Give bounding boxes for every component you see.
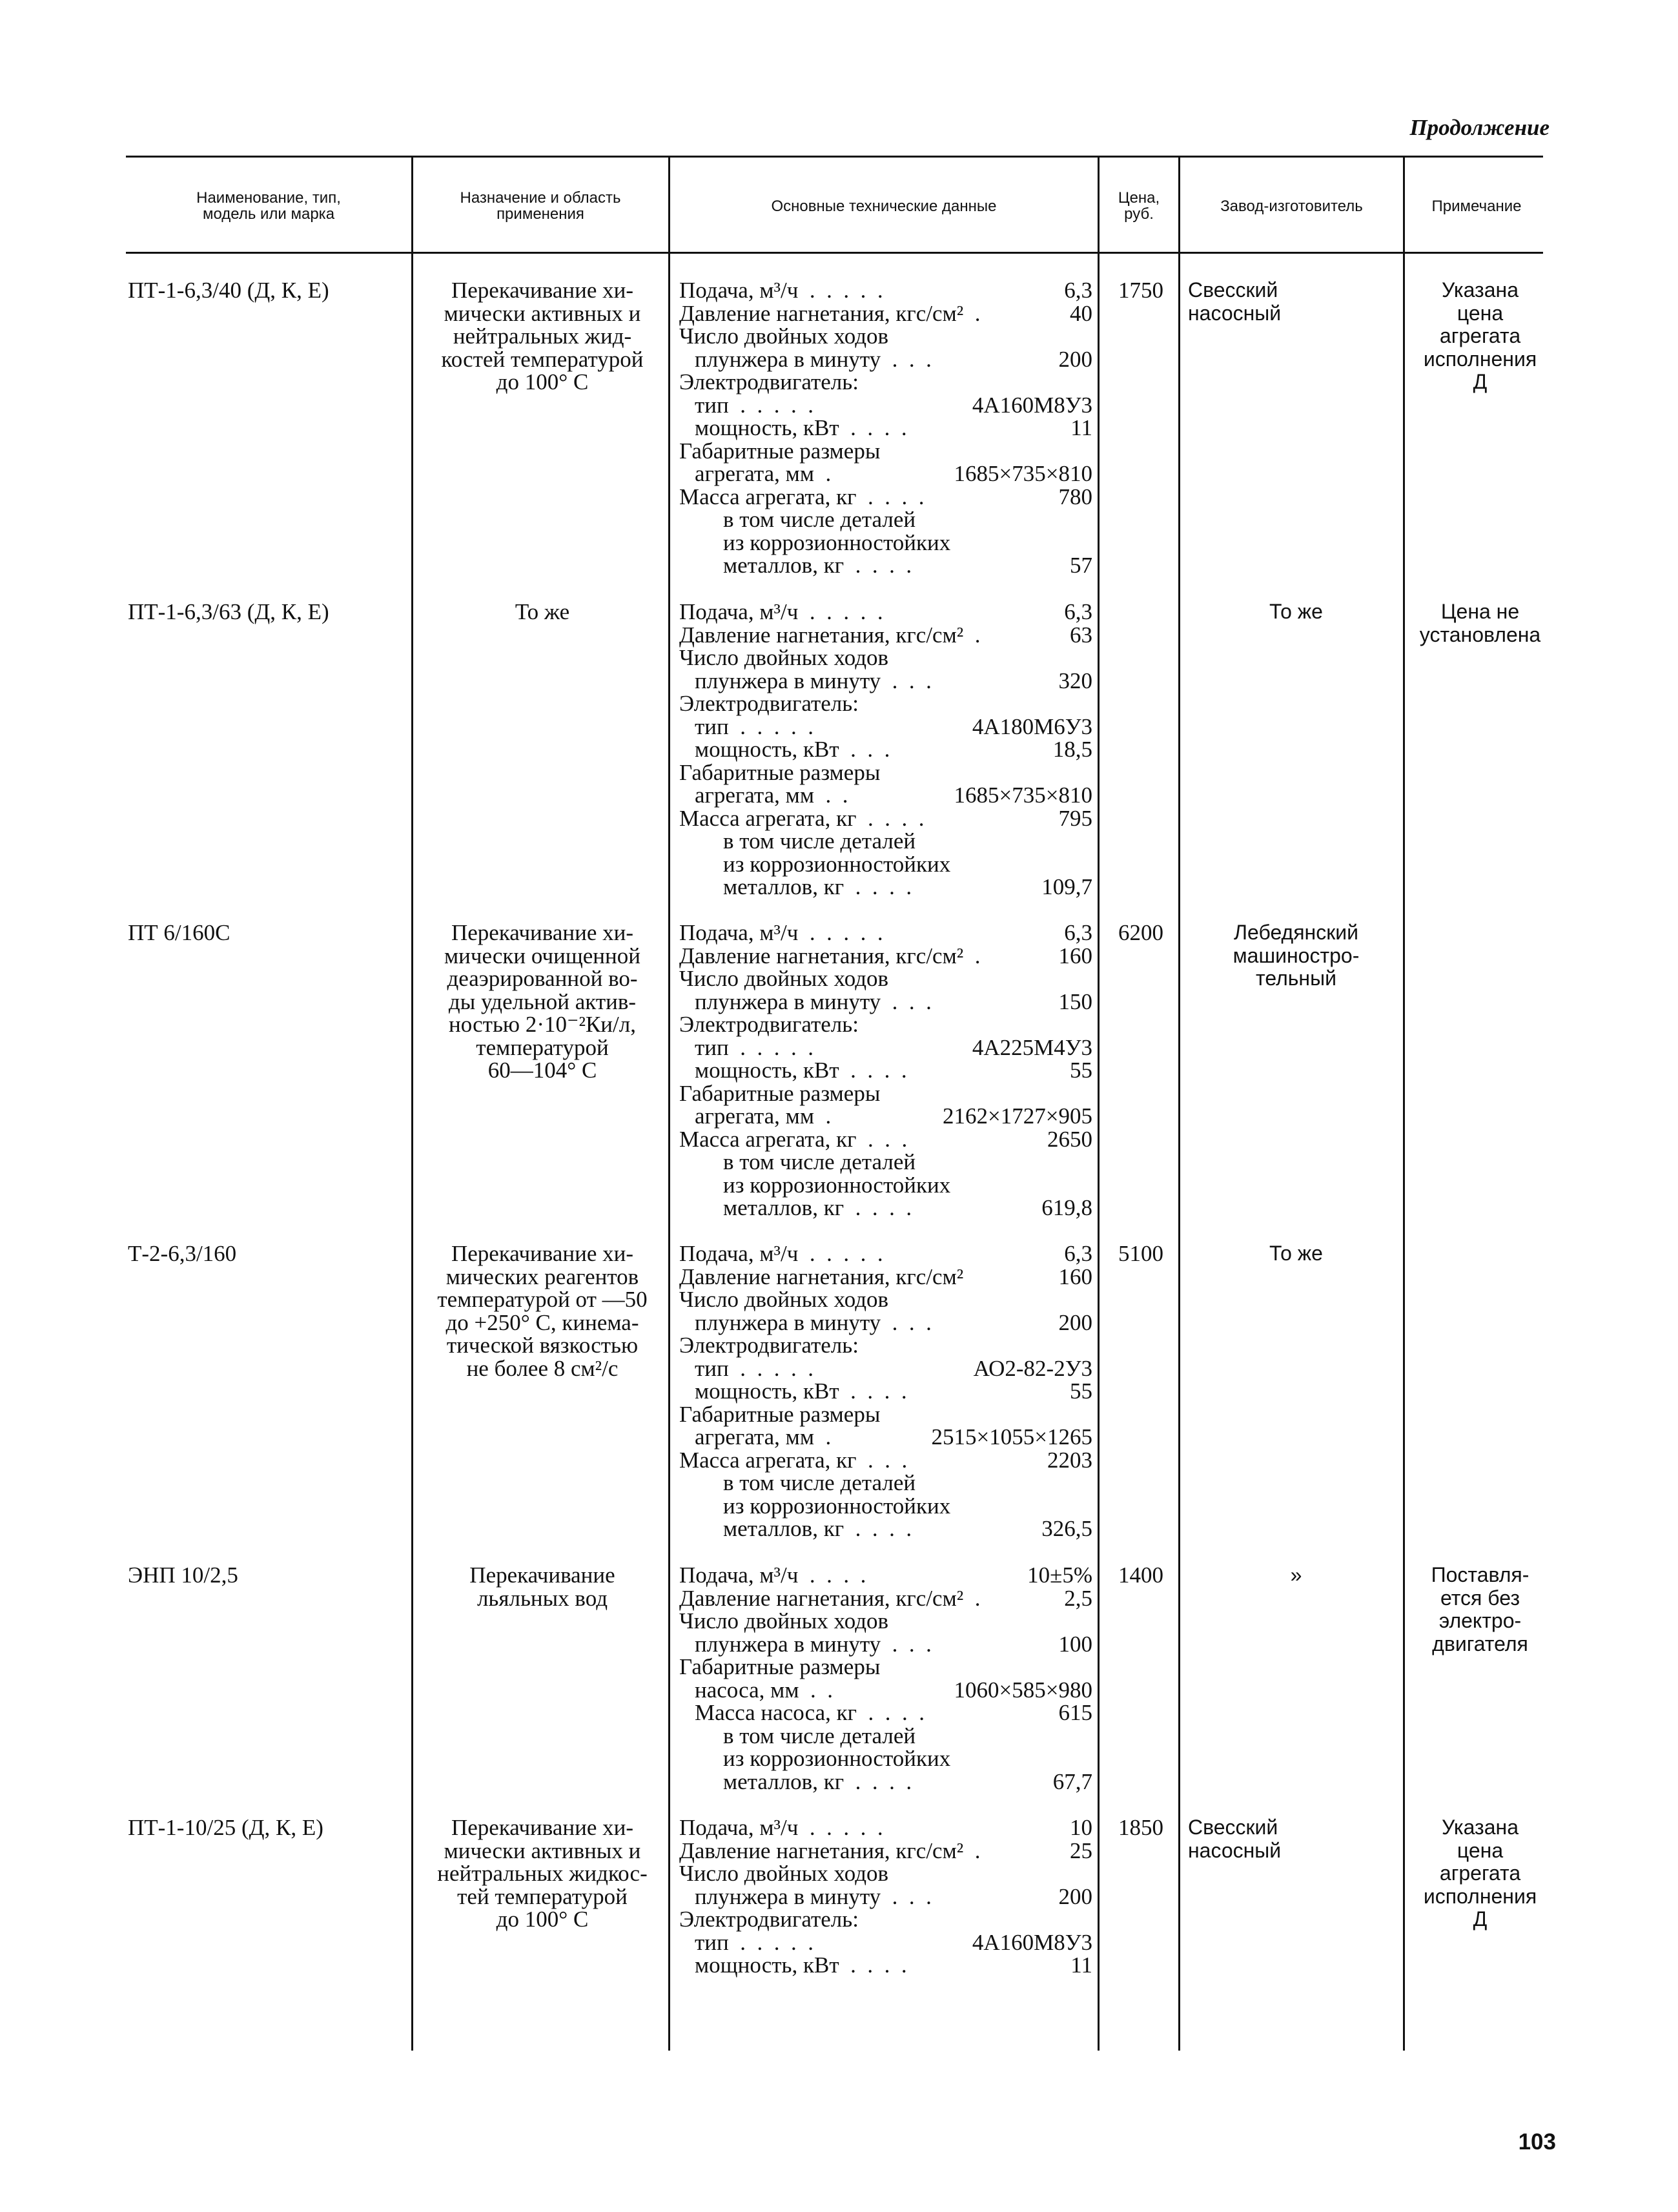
spec-line — [679, 416, 1092, 440]
spec-line — [679, 1862, 1092, 1885]
table-header-rule — [126, 252, 1543, 254]
spec-label: плунжера в минуту . . . — [695, 988, 932, 1014]
spec-line — [679, 531, 1092, 555]
spec-value: 200 — [1058, 1883, 1092, 1909]
spec-line — [679, 1426, 1092, 1449]
product-price: 1400 — [1118, 1562, 1163, 1588]
technical-specs — [679, 1242, 1092, 1541]
spec-value: 2,5 — [1064, 1585, 1092, 1611]
spec-line — [679, 784, 1092, 807]
spec-label: Подача, м³/ч . . . . . — [679, 1815, 883, 1840]
spec-label: из коррозионностойких — [723, 1493, 951, 1519]
spec-line — [679, 279, 1092, 302]
spec-line — [679, 1725, 1092, 1748]
spec-value: 4А225М4У3 — [972, 1034, 1092, 1060]
spec-label: Электродвигатель: — [679, 1907, 859, 1932]
spec-value: 150 — [1058, 988, 1092, 1014]
spec-value: 2162×1727×905 — [943, 1103, 1092, 1129]
spec-value: 4А160М8У3 — [972, 392, 1092, 418]
spec-line — [679, 692, 1092, 715]
spec-value: 10 — [1070, 1815, 1092, 1840]
spec-value: 1685×735×810 — [954, 461, 1092, 486]
spec-label: Подача, м³/ч . . . . . — [679, 1241, 883, 1266]
spec-line — [679, 1105, 1092, 1128]
spec-label: Давление нагнетания, кгс/см² . — [679, 1838, 981, 1863]
spec-value: 2650 — [1047, 1126, 1092, 1152]
spec-line — [679, 1747, 1092, 1770]
spec-value: 1060×585×980 — [954, 1677, 1092, 1703]
spec-value: 795 — [1058, 805, 1092, 831]
header-name: Наименование, тип, модель или марка — [196, 189, 341, 223]
spec-line — [679, 1839, 1092, 1863]
spec-line — [679, 1082, 1092, 1105]
product-purpose: Перекачивание льяльных вод — [469, 1562, 615, 1611]
spec-line — [679, 1174, 1092, 1197]
column-divider — [1403, 158, 1405, 2051]
spec-line — [679, 670, 1092, 693]
product-purpose: Перекачивание хи- мически активных и нейтральных жидкос- тей температурой до 100° С — [437, 1815, 648, 1932]
spec-label: в том числе деталей — [723, 1723, 916, 1748]
spec-label: в том числе деталей — [723, 828, 916, 854]
header-purpose: Назначение и область применения — [460, 189, 621, 223]
spec-line — [679, 1564, 1092, 1587]
spec-line — [679, 945, 1092, 968]
spec-line — [679, 302, 1092, 325]
spec-label: Электродвигатель: — [679, 1333, 859, 1358]
table-top-rule — [126, 156, 1543, 158]
spec-label: Подача, м³/ч . . . . — [679, 1562, 866, 1588]
spec-value: 326,5 — [1041, 1516, 1092, 1541]
spec-label: Число двойных ходов — [679, 1608, 889, 1633]
spec-line — [679, 1311, 1092, 1335]
spec-label: Подача, м³/ч . . . . . — [679, 278, 883, 303]
spec-line — [679, 1495, 1092, 1518]
spec-value: 109,7 — [1041, 874, 1092, 899]
spec-label: в том числе деталей — [723, 1149, 916, 1174]
product-note: Указана цена агрегата исполнения Д — [1423, 278, 1537, 393]
spec-value: 6,3 — [1064, 1241, 1092, 1266]
spec-label: металлов, кг . . . . — [723, 1195, 912, 1220]
product-name: ПТ 6/160С — [128, 920, 230, 945]
spec-line — [679, 853, 1092, 876]
column-divider — [1178, 158, 1180, 2051]
spec-line — [679, 1770, 1092, 1794]
technical-specs — [679, 279, 1092, 577]
spec-label: из коррозионностойких — [723, 851, 951, 877]
spec-label: Подача, м³/ч . . . . . — [679, 920, 883, 945]
spec-value: 10±5% — [1027, 1562, 1092, 1588]
spec-value: 2515×1055×1265 — [931, 1424, 1092, 1449]
spec-value: 780 — [1058, 484, 1092, 509]
spec-value: 320 — [1058, 668, 1092, 693]
spec-label: в том числе деталей — [723, 507, 916, 532]
spec-value: 6,3 — [1064, 599, 1092, 624]
spec-label: металлов, кг . . . . — [723, 553, 912, 578]
spec-label: агрегата, мм . — [695, 1424, 832, 1449]
spec-label: из коррозионностойких — [723, 529, 951, 555]
product-note: Цена не установлена — [1419, 600, 1541, 646]
spec-label: Габаритные размеры — [679, 1080, 881, 1106]
spec-value: 55 — [1070, 1378, 1092, 1404]
spec-value: 619,8 — [1041, 1195, 1092, 1220]
header-price: Цена, руб. — [1118, 189, 1160, 223]
spec-label: мощность, кВт . . . . — [695, 1952, 907, 1978]
spec-value: 160 — [1058, 943, 1092, 968]
product-factory: То же — [1269, 600, 1323, 623]
spec-line — [679, 1701, 1092, 1725]
spec-value: 63 — [1070, 622, 1092, 648]
spec-line — [679, 1403, 1092, 1426]
spec-line — [679, 1334, 1092, 1357]
spec-label: мощность, кВт . . . . — [695, 415, 907, 440]
product-purpose: Перекачивание хи- мически очищенной деаэрированной во- ды удельной актив- ностью 2·10⁻²Ки/л, температурой 60—104° С — [444, 920, 640, 1083]
spec-label: плунжера в минуту . . . — [695, 346, 932, 372]
spec-line — [679, 1036, 1092, 1060]
spec-line — [679, 1587, 1092, 1610]
spec-line — [679, 1128, 1092, 1151]
spec-label: Масса агрегата, кг . . . — [679, 1126, 908, 1152]
spec-value: 100 — [1058, 1631, 1092, 1657]
header-factory: Завод-изготовитель — [1220, 197, 1363, 215]
spec-line — [679, 1931, 1092, 1954]
spec-value: 2203 — [1047, 1447, 1092, 1473]
spec-line — [679, 761, 1092, 784]
spec-line — [679, 1013, 1092, 1036]
spec-line — [679, 394, 1092, 417]
product-purpose: Перекачивание хи- мически активных и нейтральных жид- костей температурой до 100° С — [441, 278, 644, 394]
spec-line — [679, 508, 1092, 531]
spec-label: Габаритные размеры — [679, 759, 881, 785]
spec-line — [679, 1471, 1092, 1495]
spec-value: 6,3 — [1064, 920, 1092, 945]
spec-value: АО2-82-2У3 — [973, 1355, 1092, 1381]
header-note: Примечание — [1431, 197, 1522, 215]
product-factory: Свесский насосный — [1188, 1816, 1282, 1862]
spec-value: 18,5 — [1052, 737, 1092, 762]
header-specs: Основные технические данные — [771, 197, 997, 215]
spec-label: Число двойных ходов — [679, 645, 889, 670]
spec-label: из коррозионностойких — [723, 1172, 951, 1198]
spec-label: Масса агрегата, кг . . . . — [679, 484, 925, 509]
spec-value: 67,7 — [1052, 1768, 1092, 1794]
spec-label: Число двойных ходов — [679, 966, 889, 991]
spec-line — [679, 1610, 1092, 1633]
spec-value: 200 — [1058, 1309, 1092, 1335]
product-factory: Лебедянский машиностро- тельный — [1233, 921, 1360, 990]
spec-value: 4А160М8У3 — [972, 1929, 1092, 1955]
product-price: 5100 — [1118, 1241, 1163, 1266]
spec-line — [679, 1517, 1092, 1541]
spec-label: тип . . . . . — [695, 1929, 814, 1955]
spec-line — [679, 646, 1092, 670]
product-purpose: Перекачивание хи- мических реагентов температурой от —50 до +250° С, кинема- тической вязкостью не более 8 см²/с — [437, 1241, 648, 1381]
spec-label: Электродвигатель: — [679, 691, 859, 716]
spec-line — [679, 1265, 1092, 1289]
continued-label: Продолжение — [1409, 115, 1550, 140]
spec-label: Давление нагнетания, кгс/см² . — [679, 300, 981, 326]
spec-label: насоса, мм . . — [695, 1677, 833, 1703]
product-purpose: То же — [515, 599, 570, 624]
spec-value: 57 — [1070, 553, 1092, 578]
spec-line — [679, 807, 1092, 830]
spec-line — [679, 1655, 1092, 1679]
spec-line — [679, 1357, 1092, 1380]
spec-line — [679, 1816, 1092, 1839]
spec-line — [679, 462, 1092, 486]
spec-line — [679, 624, 1092, 647]
spec-label: тип . . . . . — [695, 713, 814, 739]
column-divider — [668, 158, 670, 2051]
spec-line — [679, 1059, 1092, 1082]
spec-line — [679, 1151, 1092, 1174]
spec-line — [679, 1288, 1092, 1311]
product-factory: » — [1290, 1563, 1302, 1586]
spec-label: Давление нагнетания, кгс/см² . — [679, 943, 981, 968]
technical-specs — [679, 1816, 1092, 1977]
spec-label: Масса агрегата, кг . . . . — [679, 805, 925, 831]
spec-value: 11 — [1070, 415, 1092, 440]
spec-line — [679, 1449, 1092, 1472]
spec-line — [679, 348, 1092, 371]
spec-label: тип . . . . . — [695, 392, 814, 418]
spec-value: 25 — [1070, 1838, 1092, 1863]
page-number: 103 — [1518, 2129, 1556, 2155]
spec-value: 1685×735×810 — [954, 783, 1092, 808]
spec-value: 55 — [1070, 1058, 1092, 1083]
spec-label: Масса агрегата, кг . . . — [679, 1447, 908, 1473]
spec-line — [679, 990, 1092, 1014]
spec-line — [679, 1242, 1092, 1265]
product-name: ПТ-1-10/25 (Д, К, Е) — [128, 1815, 323, 1840]
spec-line — [679, 486, 1092, 509]
spec-line — [679, 876, 1092, 899]
spec-label: Подача, м³/ч . . . . . — [679, 599, 883, 624]
spec-line — [679, 440, 1092, 463]
spec-label: металлов, кг . . . . — [723, 1768, 912, 1794]
spec-label: мощность, кВт . . . . — [695, 1378, 907, 1404]
spec-label: Число двойных ходов — [679, 1861, 889, 1886]
spec-label: агрегата, мм . — [695, 1103, 832, 1129]
column-divider — [1098, 158, 1100, 2051]
spec-line — [679, 371, 1092, 394]
spec-label: Масса насоса, кг . . . . — [695, 1700, 925, 1725]
product-name: Т-2-6,3/160 — [128, 1241, 237, 1266]
spec-value: 6,3 — [1064, 278, 1092, 303]
spec-line — [679, 1885, 1092, 1909]
column-divider — [411, 158, 413, 2051]
spec-label: из коррозионностойких — [723, 1746, 951, 1771]
spec-value: 40 — [1070, 300, 1092, 326]
spec-label: плунжера в минуту . . . — [695, 668, 932, 693]
spec-label: агрегата, мм . . — [695, 783, 848, 808]
spec-line — [679, 1380, 1092, 1403]
product-factory: Свесский насосный — [1188, 278, 1282, 325]
spec-label: тип . . . . . — [695, 1355, 814, 1381]
spec-label: тип . . . . . — [695, 1034, 814, 1060]
spec-line — [679, 325, 1092, 348]
spec-label: плунжера в минуту . . . — [695, 1883, 932, 1909]
product-price: 1750 — [1118, 278, 1163, 303]
spec-label: Число двойных ходов — [679, 323, 889, 349]
spec-label: Давление нагнетания, кгс/см² — [679, 1264, 964, 1289]
spec-line — [679, 715, 1092, 739]
spec-line — [679, 967, 1092, 990]
spec-line — [679, 1679, 1092, 1702]
spec-label: агрегата, мм . — [695, 461, 832, 486]
product-name: ПТ-1-6,3/40 (Д, К, Е) — [128, 278, 329, 303]
spec-label: мощность, кВт . . . — [695, 737, 890, 762]
product-name: ЭНП 10/2,5 — [128, 1562, 238, 1588]
spec-label: мощность, кВт . . . . — [695, 1058, 907, 1083]
spec-label: Давление нагнетания, кгс/см² . — [679, 1585, 981, 1611]
spec-label: Электродвигатель: — [679, 369, 859, 394]
product-name: ПТ-1-6,3/63 (Д, К, Е) — [128, 599, 329, 624]
spec-line — [679, 1908, 1092, 1931]
spec-value: 615 — [1058, 1700, 1092, 1725]
technical-specs — [679, 600, 1092, 899]
technical-specs — [679, 921, 1092, 1220]
spec-label: Габаритные размеры — [679, 1401, 881, 1427]
product-note: Указана цена агрегата исполнения Д — [1423, 1816, 1537, 1930]
product-price: 6200 — [1118, 920, 1163, 945]
product-note: Поставля- ется без электро- двигателя — [1431, 1563, 1530, 1655]
spec-line — [679, 600, 1092, 624]
spec-label: металлов, кг . . . . — [723, 874, 912, 899]
spec-value: 160 — [1058, 1264, 1092, 1289]
spec-label: плунжера в минуту . . . — [695, 1631, 932, 1657]
spec-label: плунжера в минуту . . . — [695, 1309, 932, 1335]
spec-value: 11 — [1070, 1952, 1092, 1978]
spec-line — [679, 554, 1092, 577]
spec-label: Число двойных ходов — [679, 1287, 889, 1312]
spec-value: 200 — [1058, 346, 1092, 372]
spec-label: Электродвигатель: — [679, 1012, 859, 1037]
spec-line — [679, 738, 1092, 761]
spec-value: 4А180М6У3 — [972, 713, 1092, 739]
technical-specs — [679, 1564, 1092, 1793]
product-factory: То же — [1269, 1242, 1323, 1265]
spec-line — [679, 1954, 1092, 1977]
spec-label: Габаритные размеры — [679, 1654, 881, 1679]
spec-line — [679, 1196, 1092, 1220]
spec-label: Габаритные размеры — [679, 438, 881, 464]
spec-line — [679, 1633, 1092, 1656]
spec-line — [679, 921, 1092, 945]
spec-label: Давление нагнетания, кгс/см² . — [679, 622, 981, 648]
spec-label: металлов, кг . . . . — [723, 1516, 912, 1541]
spec-line — [679, 830, 1092, 853]
spec-label: в том числе деталей — [723, 1470, 916, 1495]
product-price: 1850 — [1118, 1815, 1163, 1840]
